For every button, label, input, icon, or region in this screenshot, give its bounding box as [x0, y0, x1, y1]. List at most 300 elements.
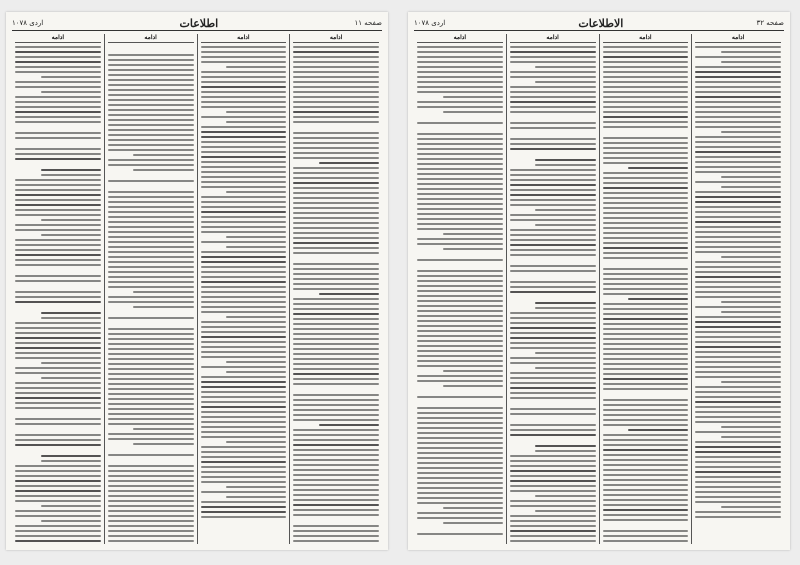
paragraph-gap [108, 456, 194, 462]
text-line [695, 166, 781, 168]
text-line [201, 226, 287, 228]
text-line [695, 391, 781, 393]
text-line [510, 470, 596, 472]
text-line [15, 382, 101, 384]
text-line [510, 392, 596, 394]
text-line [108, 79, 194, 81]
text-line [417, 285, 503, 287]
text-line [417, 330, 503, 332]
text-line [15, 434, 101, 436]
text-line [108, 64, 194, 66]
text-line [695, 86, 781, 88]
text-line [695, 236, 781, 238]
text-line [603, 61, 689, 63]
text-line [695, 156, 781, 158]
text-line [603, 383, 689, 385]
text-line [15, 106, 101, 108]
text-line [695, 476, 781, 478]
text-line [417, 350, 503, 352]
text-line [510, 189, 596, 191]
text-line [603, 535, 689, 537]
text-line [510, 229, 596, 231]
column-head: ادامه [510, 34, 596, 43]
text-line [603, 212, 689, 214]
text-line [15, 444, 101, 446]
text-line [201, 136, 287, 138]
text-line [603, 530, 689, 532]
text-line [510, 347, 596, 349]
text-line [293, 167, 379, 169]
text-line [201, 256, 287, 258]
text-line [721, 131, 781, 133]
text-line [603, 484, 689, 486]
text-line [108, 418, 194, 420]
text-line [510, 327, 596, 329]
text-line [15, 179, 101, 181]
text-line [510, 234, 596, 236]
text-line [201, 346, 287, 348]
text-line [603, 232, 689, 234]
text-line [603, 439, 689, 441]
text-line [293, 232, 379, 234]
text-line [628, 298, 688, 300]
text-line [695, 81, 781, 83]
text-line [293, 252, 379, 254]
text-line [293, 368, 379, 370]
text-line [417, 218, 503, 220]
column-head: ادامه [417, 34, 503, 43]
text-line [417, 238, 503, 240]
text-line [41, 91, 101, 93]
text-line [108, 94, 194, 96]
text-line [108, 241, 194, 243]
text-line [695, 111, 781, 113]
text-line [293, 101, 379, 103]
text-line [293, 217, 379, 219]
text-line [417, 355, 503, 357]
text-line [695, 376, 781, 378]
text-line [695, 481, 781, 483]
text-line [695, 396, 781, 398]
text-line [603, 71, 689, 73]
text-line [510, 525, 596, 527]
text-line [293, 484, 379, 486]
text-line [510, 239, 596, 241]
text-line [108, 246, 194, 248]
text-line [293, 348, 379, 350]
text-line [603, 469, 689, 471]
text-line [201, 141, 287, 143]
text-line [108, 328, 194, 330]
text-line [417, 412, 503, 414]
text-line [417, 81, 503, 83]
text-line [603, 494, 689, 496]
text-line [721, 436, 781, 438]
text-line [695, 46, 781, 48]
text-line [15, 347, 101, 349]
text-line [108, 109, 194, 111]
text-line [417, 437, 503, 439]
text-line [201, 86, 287, 88]
text-line [510, 174, 596, 176]
text-line [721, 51, 781, 53]
text-line [695, 501, 781, 503]
text-line [133, 306, 193, 308]
text-line [293, 212, 379, 214]
text-line [510, 56, 596, 58]
text-line [417, 183, 503, 185]
text-line [417, 517, 503, 519]
text-line [201, 181, 287, 183]
text-line [510, 76, 596, 78]
text-line [417, 193, 503, 195]
text-line [695, 361, 781, 363]
text-line [108, 104, 194, 106]
text-line [201, 401, 287, 403]
text-line [15, 209, 101, 211]
text-line [510, 71, 596, 73]
text-line [41, 505, 101, 507]
text-line [108, 180, 194, 182]
text-line [293, 394, 379, 396]
text-line [108, 84, 194, 86]
text-line [603, 137, 689, 139]
text-line [201, 76, 287, 78]
text-line [108, 413, 194, 415]
text-line [15, 51, 101, 53]
text-line [443, 248, 503, 250]
text-line [201, 151, 287, 153]
text-line [41, 169, 101, 171]
masthead: الاطلاعات [578, 16, 624, 30]
text-line [201, 516, 287, 518]
text-line [603, 318, 689, 320]
text-line [293, 46, 379, 48]
text-line [628, 429, 688, 431]
text-line [417, 300, 503, 302]
text-line [603, 46, 689, 48]
text-line [201, 396, 287, 398]
text-line [108, 114, 194, 116]
text-line [603, 489, 689, 491]
text-line [108, 343, 194, 345]
text-line [15, 530, 101, 532]
right-newspaper-page [408, 12, 790, 550]
column-head: ادامه [603, 34, 689, 43]
text-line [293, 419, 379, 421]
text-line [695, 486, 781, 488]
text-line [603, 111, 689, 113]
text-line [535, 307, 595, 309]
text-line [293, 338, 379, 340]
text-line [603, 76, 689, 78]
text-line [108, 119, 194, 121]
text-line [108, 271, 194, 273]
text-line [293, 116, 379, 118]
text-line [510, 101, 596, 103]
text-line [201, 216, 287, 218]
text-line [535, 159, 595, 161]
text-line [201, 311, 287, 313]
text-line [695, 221, 781, 223]
text-line [603, 414, 689, 416]
text-line [15, 56, 101, 58]
text-line [695, 406, 781, 408]
text-line [603, 283, 689, 285]
text-line [201, 376, 287, 378]
text-line [510, 540, 596, 542]
text-line [510, 455, 596, 457]
text-line [695, 231, 781, 233]
text-line [510, 337, 596, 339]
text-line [108, 465, 194, 467]
text-line [603, 51, 689, 53]
text-line [293, 51, 379, 53]
text-line [201, 46, 287, 48]
text-line [201, 251, 287, 253]
text-line [695, 191, 781, 193]
text-line [293, 313, 379, 315]
text-line [603, 152, 689, 154]
text-line [41, 455, 101, 457]
text-line [226, 361, 286, 363]
text-line [108, 540, 194, 542]
text-line [510, 281, 596, 283]
text-line [603, 202, 689, 204]
text-line [417, 270, 503, 272]
text-line [417, 138, 503, 140]
text-line [603, 126, 689, 128]
text-line [417, 447, 503, 449]
text-line [201, 431, 287, 433]
text-line [695, 341, 781, 343]
text-line [293, 273, 379, 275]
text-line [201, 51, 287, 53]
text-line [293, 469, 379, 471]
text-line [108, 89, 194, 91]
text-line [15, 535, 101, 537]
text-line [108, 59, 194, 61]
text-line [510, 480, 596, 482]
text-line [695, 401, 781, 403]
text-line [293, 278, 379, 280]
text-line [603, 252, 689, 254]
text-line [510, 169, 596, 171]
text-line [108, 368, 194, 370]
text-line [41, 377, 101, 379]
text-line [15, 214, 101, 216]
text-line [695, 141, 781, 143]
text-line [603, 308, 689, 310]
text-line [15, 254, 101, 256]
text-line [41, 234, 101, 236]
text-line [133, 443, 193, 445]
text-line [201, 326, 287, 328]
text-line [510, 460, 596, 462]
text-line [108, 438, 194, 440]
text-line [201, 446, 287, 448]
issue-label: اردی ۱۰۷۸ [414, 19, 446, 27]
text-line [417, 122, 503, 124]
text-line [293, 479, 379, 481]
text-line [535, 510, 595, 512]
text-line [15, 46, 101, 48]
text-line [15, 357, 101, 359]
text-line [293, 444, 379, 446]
text-line [695, 56, 781, 58]
text-line [695, 126, 781, 128]
text-line [201, 161, 287, 163]
text-line [293, 177, 379, 179]
text-line [293, 86, 379, 88]
text-line [510, 424, 596, 426]
text-line [535, 445, 595, 447]
text-line [510, 322, 596, 324]
paragraph-gap [417, 113, 503, 119]
paragraph-gap [15, 446, 101, 452]
text-line [695, 306, 781, 308]
text-line [201, 96, 287, 98]
text-line [41, 219, 101, 221]
text-line [417, 295, 503, 297]
text-line [417, 76, 503, 78]
text-line [108, 266, 194, 268]
text-line [15, 392, 101, 394]
text-line [417, 482, 503, 484]
text-line [695, 276, 781, 278]
text-line [15, 485, 101, 487]
text-line [510, 86, 596, 88]
text-line [226, 191, 286, 193]
text-line [535, 164, 595, 166]
text-line [201, 186, 287, 188]
text-line [603, 121, 689, 123]
text-line [41, 317, 101, 319]
text-line [201, 491, 287, 493]
text-line [603, 187, 689, 189]
text-line [201, 176, 287, 178]
text-line [695, 146, 781, 148]
text-line [695, 246, 781, 248]
text-line [293, 358, 379, 360]
text-line [15, 402, 101, 404]
text-line [108, 317, 194, 319]
page-number: صفحه ۳۲ [756, 19, 784, 27]
text-line [603, 192, 689, 194]
text-line [293, 61, 379, 63]
text-line [721, 301, 781, 303]
text-line [108, 433, 194, 435]
text-column [599, 34, 692, 544]
text-line [201, 476, 287, 478]
text-column [691, 34, 784, 544]
text-line [108, 393, 194, 395]
text-line [293, 333, 379, 335]
text-line [108, 480, 194, 482]
text-line [15, 372, 101, 374]
text-line [443, 385, 503, 387]
text-line [201, 471, 287, 473]
text-line [108, 149, 194, 151]
text-line [510, 535, 596, 537]
text-line [695, 121, 781, 123]
text-line [510, 362, 596, 364]
text-line [41, 312, 101, 314]
column-head: ادامه [695, 34, 781, 43]
text-line [510, 219, 596, 221]
text-line [15, 275, 101, 277]
text-line [417, 442, 503, 444]
text-line [108, 525, 194, 527]
text-line [293, 227, 379, 229]
text-line [603, 268, 689, 270]
text-line [603, 237, 689, 239]
text-line [510, 413, 596, 415]
text-line [15, 418, 101, 420]
text-line [603, 388, 689, 390]
text-line [510, 408, 596, 410]
text-line [108, 144, 194, 146]
paragraph-gap [15, 282, 101, 288]
text-line [695, 466, 781, 468]
text-line [695, 101, 781, 103]
issue-label: اردی ۱۰۷۸ [12, 19, 44, 27]
text-line [201, 461, 287, 463]
text-line [108, 495, 194, 497]
text-line [15, 259, 101, 261]
text-line [15, 337, 101, 339]
text-column [12, 34, 104, 544]
text-line [695, 206, 781, 208]
text-line [108, 348, 194, 350]
text-line [201, 291, 287, 293]
text-line [15, 515, 101, 517]
text-line [108, 251, 194, 253]
paragraph-gap [510, 129, 596, 135]
text-line [108, 378, 194, 380]
text-line [695, 516, 781, 518]
text-line [603, 504, 689, 506]
text-line [15, 96, 101, 98]
text-line [293, 343, 379, 345]
text-line [15, 540, 101, 542]
text-line [15, 204, 101, 206]
text-line [695, 326, 781, 328]
text-line [695, 371, 781, 373]
text-line [108, 286, 194, 288]
paragraph-gap [510, 150, 596, 156]
paragraph-gap [510, 256, 596, 262]
text-line [510, 127, 596, 129]
text-line [293, 308, 379, 310]
text-line [15, 327, 101, 329]
text-line [417, 452, 503, 454]
text-line [510, 342, 596, 344]
text-line [417, 492, 503, 494]
text-line [293, 96, 379, 98]
text-line [695, 346, 781, 348]
text-line [603, 368, 689, 370]
text-line [417, 203, 503, 205]
text-line [695, 66, 781, 68]
text-line [417, 46, 503, 48]
text-line [15, 465, 101, 467]
text-line [15, 264, 101, 266]
text-line [293, 449, 379, 451]
text-line [15, 239, 101, 241]
text-line [201, 206, 287, 208]
text-line [293, 283, 379, 285]
